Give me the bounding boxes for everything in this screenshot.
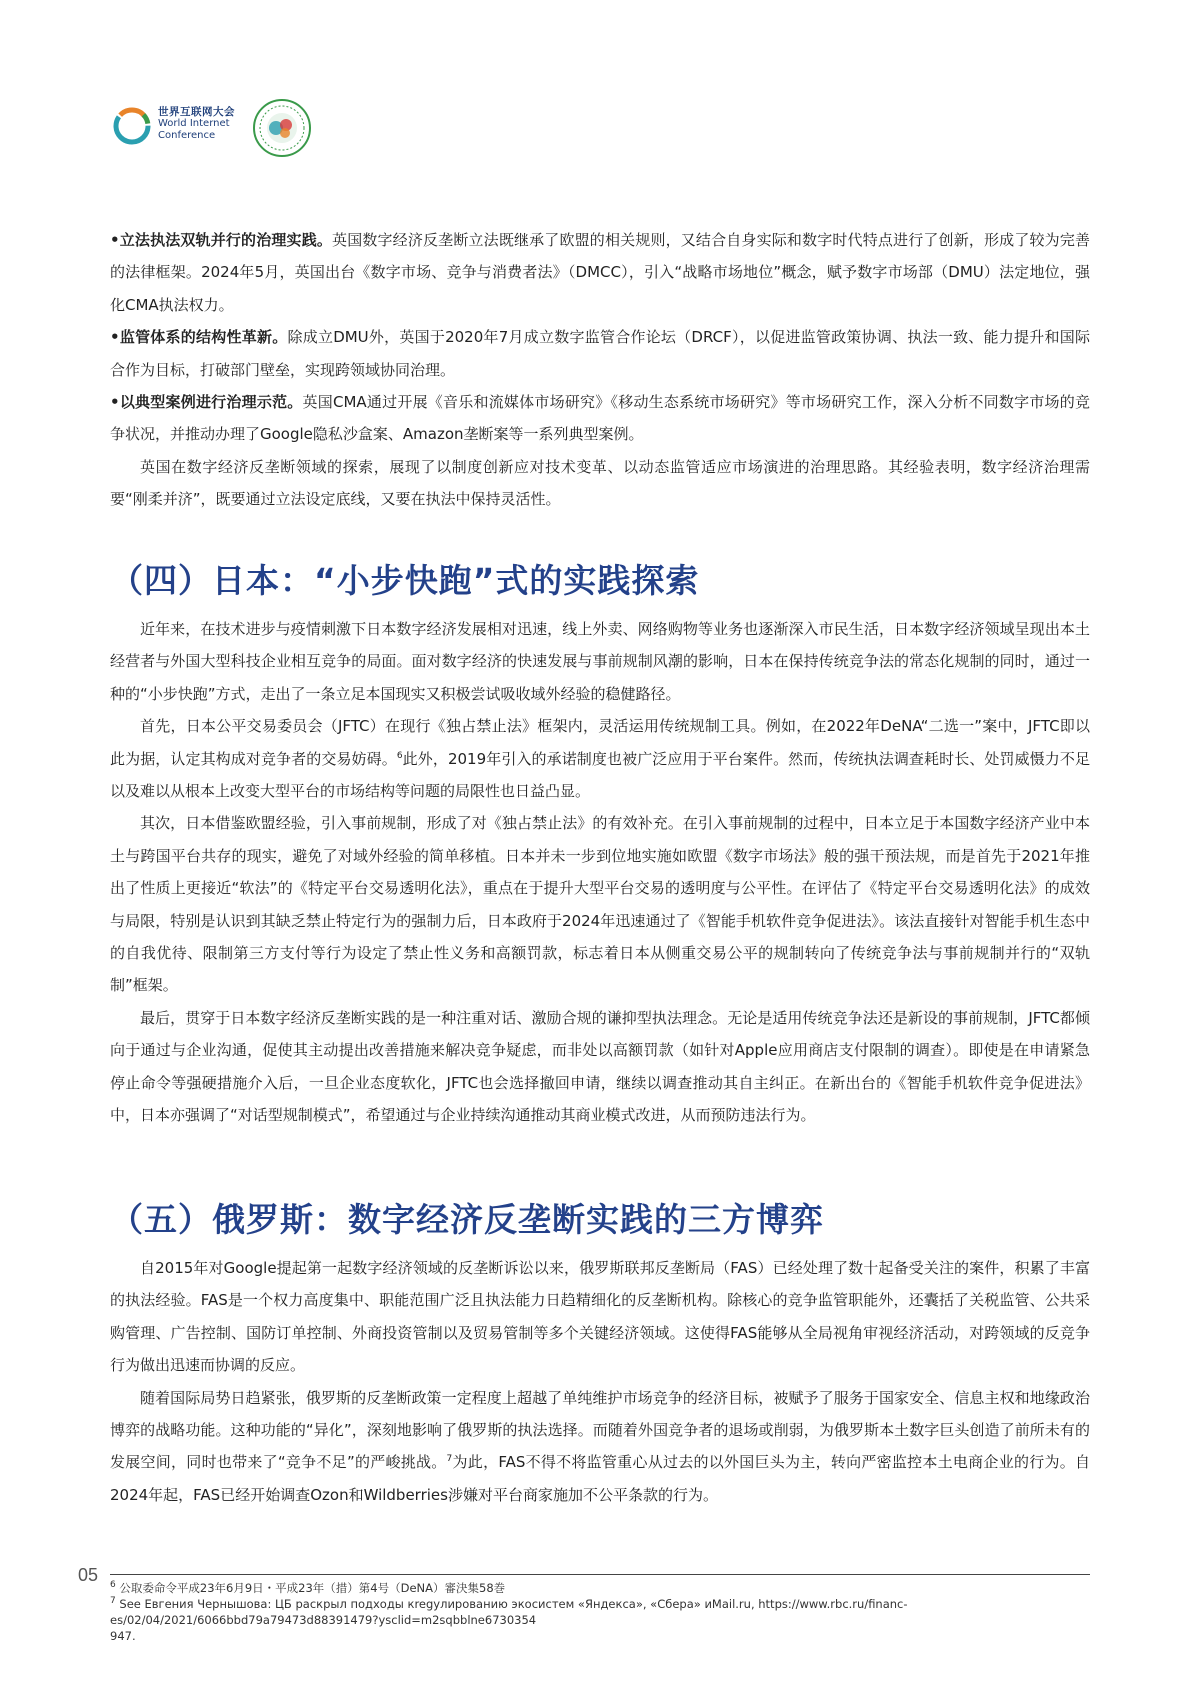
footnote-ref-7[interactable]: 7 [446, 1454, 453, 1465]
paragraph [110, 1002, 1090, 1132]
footnotes [110, 1580, 1090, 1644]
paragraph [110, 1382, 1090, 1512]
footnote-7-line3: 947. [110, 1629, 136, 1643]
page-number: 05 [78, 1565, 99, 1585]
section-heading-russia: （五）俄罗斯：数字经济反垄断实践的三方博弈 [110, 1200, 824, 1239]
logo-text [158, 106, 235, 142]
bullet-text: 除成立DMU外，英国于2020年7月成立数字监管合作论坛（DRCF），以促进监管政策协调、执法一致、能力提升和国际合作为目标，打破部门壁垒，实现跨领域协同治理。 [110, 328, 1090, 379]
paragraph-text: 近年来，在技术进步与疫情刺激下日本数字经济发展相对迅速，线上外卖、网络购物等业务也逐渐深入市民生活，日本数字经济领域呈现出本土经营者与外国大型科技企业相互竞争的局面。面对数字经济的快速发展与事前规制风潮的影响，日本在保持传统竞争法的常态化规制的同时，通过一种的“小步快跑”方式，走出了一条立足本国现实又积极尝试吸收域外经验的稳健路径。 [110, 620, 1090, 703]
paragraph-text: 为此，FAS不得不将监管重心从过去的以外国巨头为主，转向严密监控本土电商企业的行为。自2024年起，FAS已经开始调查Ozon和Wildberries涉嫌对平台商家施加不公平条款的行为。 [110, 1453, 1090, 1504]
bullet-lead: •以典型案例进行治理示范。 [110, 393, 303, 412]
section-heading-japan: （四）日本：“小步快跑”式的实践探索 [110, 561, 700, 600]
uk-summary: 英国在数字经济反垄断领域的探索，展现了以制度创新应对技术变革、以动态监管适应市场演进的治理思路。其经验表明，数字经济治理需要“刚柔并济”，既要通过立法设定底线，又要在执法中保持灵活性。 [110, 457, 1090, 509]
footnote-7-line2[interactable]: es/02/04/2021/6066bbd79a79473d88391479?ysclid=m2sqbblne6730354 [110, 1613, 537, 1627]
paragraph-text: 其次，日本借鉴欧盟经验，引入事前规制，形成了对《独占禁止法》的有效补充。在引入事前规制的过程中，日本立足于本国数字经济产业中本土与跨国平台共存的现实，避免了对域外经验的简单移植。日本并未一步到位地实施如欧盟《数字市场法》般的强干预法规，而是首先于2021年推出了性质上更接近“软法”的《特定平台交易透明化法》，重点在于提升大型平台交易的透明度与公平性。在评估了《特定平台交易透明化法》的成效与局限，特别是认识到其缺乏禁止特定行为的强制力后，日本政府于2024年迅速通过了《智能手机软件竞争促进法》。该法直接针对智能手机生态中的自我优待、限制第三方支付等行为设定了禁止性义务和高额罚款，标志着日本从侧重交易公平的规制转向了传统竞争法与事前规制并行的“双轨制”框架。 [110, 814, 1090, 995]
footnote-divider [110, 1574, 1090, 1575]
footnote-text: 公取委命令平成23年6月9日・平成23年（措）第4号（DeNA）審決集58巻 [119, 1581, 506, 1595]
paragraph [110, 807, 1090, 1001]
bullet-paragraph [110, 386, 1090, 451]
bullet-lead: •监管体系的结构性革新。 [110, 328, 288, 347]
conference-seal-icon [252, 98, 312, 158]
paragraph [110, 710, 1090, 807]
header-logos [110, 98, 330, 160]
paragraph-text: 随着国际局势日趋紧张，俄罗斯的反垄断政策一定程度上超越了单纯维护市场竞争的经济目标，被赋予了服务于国家安全、信息主权和地缘政治博弈的战略功能。这种功能的“异化”，深刻地影响了俄罗斯的执法选择。而随着外国竞争者的退场或削弱，为俄罗斯本土数字巨头创造了前所未有的发展空间，同时也带来了“竞争不足”的严峻挑战。 [110, 1388, 1090, 1472]
paragraph-text: 此外，2019年引入的承诺制度也被广泛应用于平台案件。然而，传统执法调查耗时长、处罚威慑力不足以及难以从根本上改变大型平台的市场结构等问题的局限性也日益凸显。 [110, 749, 1090, 801]
footnote-mark: 6 [110, 1580, 116, 1591]
bullet-paragraph [110, 224, 1090, 321]
logo-cn: 世界互联网大会 [158, 106, 235, 118]
uk-section [110, 224, 1090, 516]
paragraph [110, 613, 1090, 710]
paragraph [110, 1252, 1090, 1382]
logo-en-1: World Internet [158, 118, 230, 129]
bullet-text: 英国数字经济反垄断立法既继承了欧盟的相关规则，又结合自身实际和数字时代特点进行了创新，形成了较为完善的法律框架。2024年5月，英国出台《数字市场、竞争与消费者法》（DMCC），引入“战略市场地位”概念，赋予数字市场部（DMU）法定地位，强化CMA执法权力。 [110, 231, 1090, 314]
paragraph-text: 自2015年对Google提起第一起数字经济领域的反垄断诉讼以来，俄罗斯联邦反垄断局（FAS）已经处理了数十起备受关注的案件，积累了丰富的执法经验。FAS是一个权力高度集中、职能范围广泛且执法能力日趋精细化的反垄断机构。除核心的竞争监管职能外，还囊括了关税监管、公共采购管理、广告控制、国防订单控制、外商投资管制以及贸易管制等多个关键经济领域。这使得FAS能够从全局视角审视经济活动，对跨领域的反竞争行为做出迅速而协调的反应。 [110, 1259, 1090, 1375]
bullet-text: 英国CMA通过开展《音乐和流媒体市场研究》《移动生态系统市场研究》等市场研究工作，深入分析不同数字市场的竞争状况，并推动办理了Google隐私沙盒案、Amazon垄断案等一系列典型案例。 [110, 393, 1090, 444]
japan-section [110, 613, 1090, 1132]
bullet-paragraph [110, 321, 1090, 386]
footnote-7 [110, 1596, 1090, 1612]
paragraph-text: 首先，日本公平交易委员会（JFTC）在现行《独占禁止法》框架内，灵活运用传统规制工具。例如，在2022年DeNA“二选一”案中，JFTC即以此为据，认定其构成对竞争者的交易妨碍。 [110, 717, 1090, 768]
footnote-6 [110, 1580, 1090, 1596]
footnote-text: See Евгения Чернышова: ЦБ раскрыл подходы кregулированию экосистем «Яндекса», «Сбера» иMail.ru, https://www.rbc.ru/financ- [119, 1597, 908, 1611]
russia-section [110, 1252, 1090, 1511]
logo-en-2: Conference [158, 130, 216, 141]
paragraph-text: 最后，贯穿于日本数字经济反垄断实践的是一种注重对话、激励合规的谦抑型执法理念。无论是适用传统竞争法还是新设的事前规制，JFTC都倾向于通过与企业沟通，促使其主动提出改善措施来解决竞争疑虑，而非处以高额罚款（如针对Apple应用商店支付限制的调查）。即使是在申请紧急停止命令等强硬措施介入后，一旦企业态度软化，JFTC也会选择撤回申请，继续以调查推动其自主纠正。在新出台的《智能手机软件竞争促进法》中，日本亦强调了“对话型规制模式”，希望通过与企业持续沟通推动其商业模式改进，从而预防违法行为。 [110, 1008, 1090, 1125]
world-internet-conference-logo-icon [110, 100, 156, 150]
footnote-ref-6[interactable]: 6 [396, 750, 403, 761]
bullet-lead: •立法执法双轨并行的治理实践。 [110, 231, 333, 249]
footnote-mark: 7 [110, 1596, 116, 1607]
